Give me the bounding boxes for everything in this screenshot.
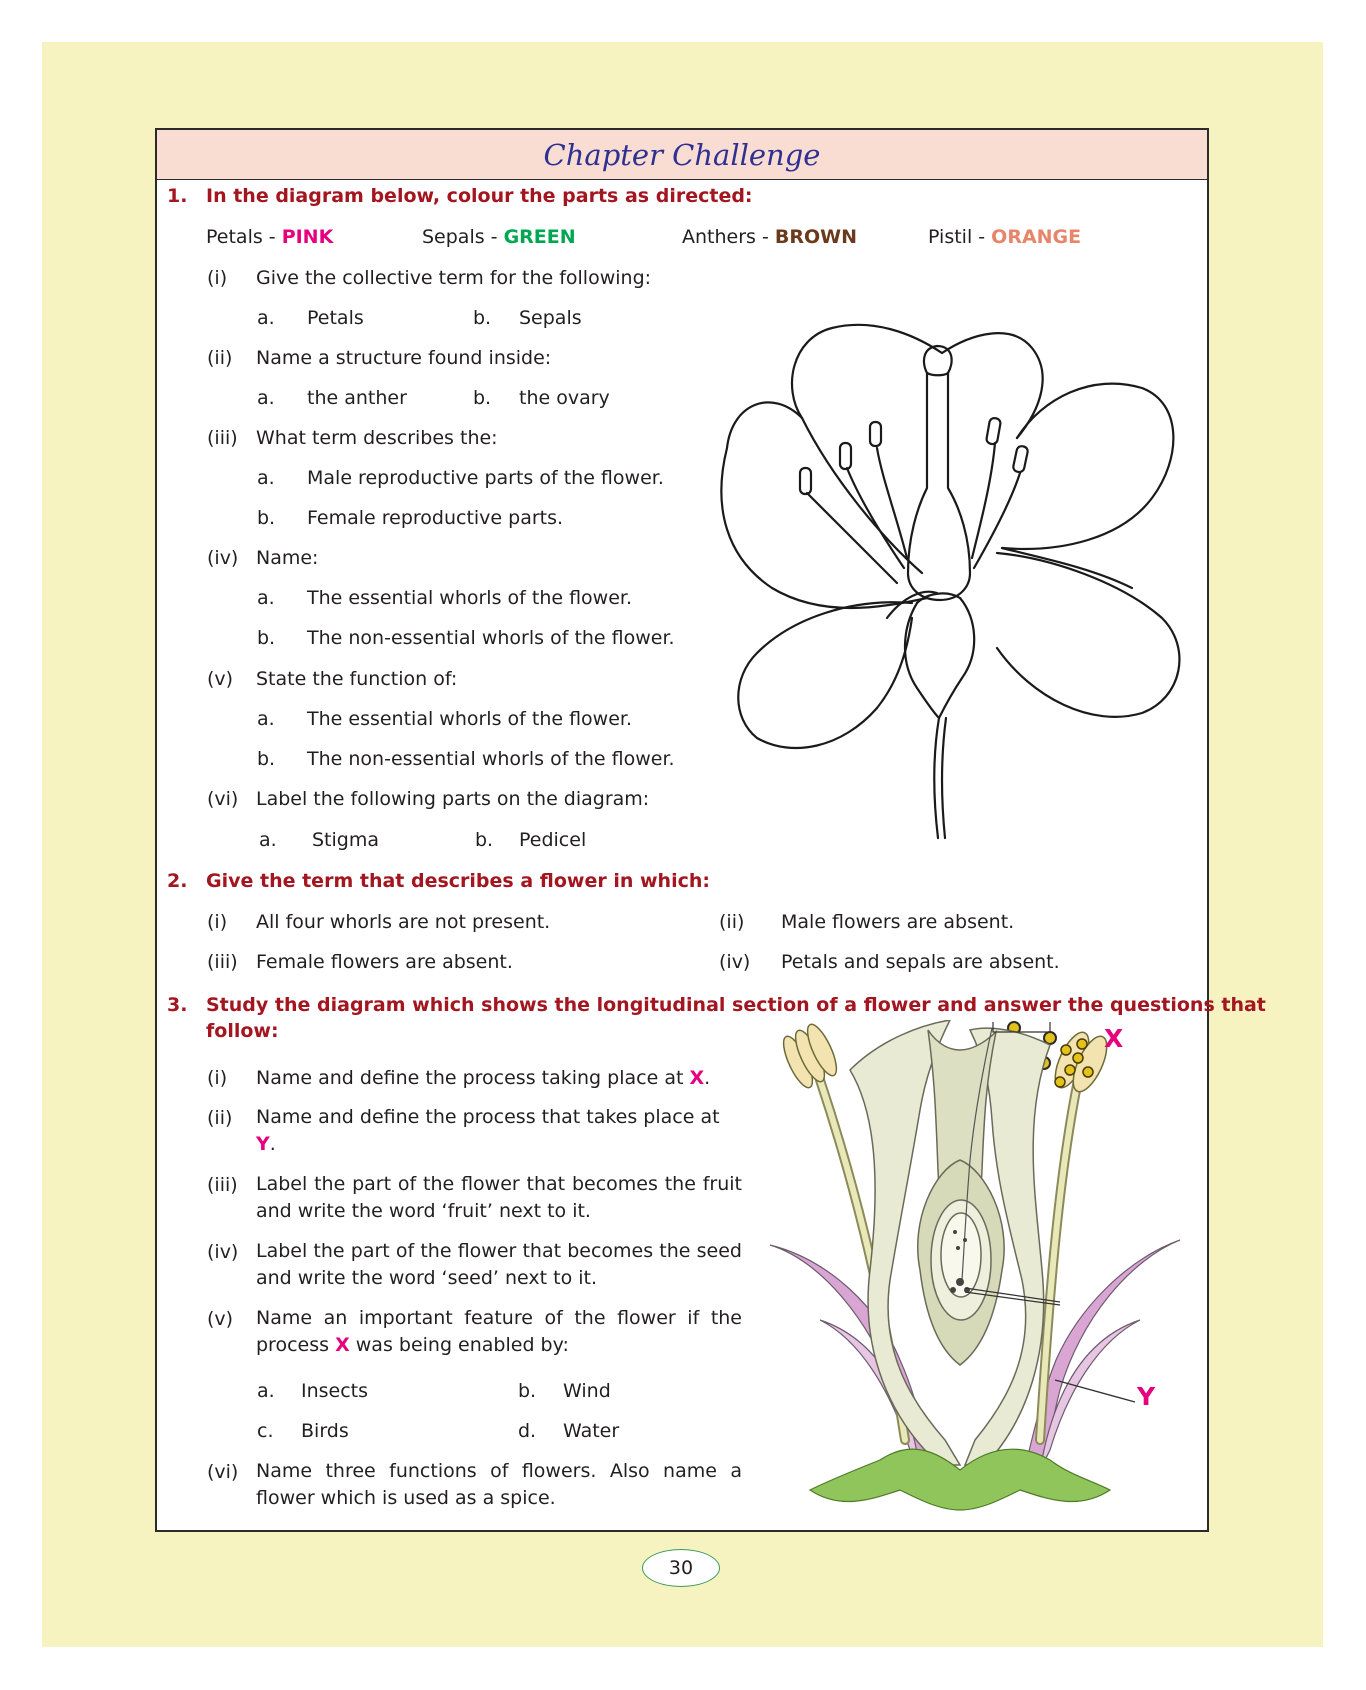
q3-ii-num: (ii)	[207, 1107, 233, 1129]
q3-v-opt-b: b.	[518, 1380, 537, 1402]
q2-iii-num: (iii)	[207, 951, 238, 973]
diagram-label-y: Y	[1137, 1382, 1156, 1411]
q3-iii-num: (iii)	[207, 1174, 238, 1196]
label-y-leader-line	[1050, 1370, 1140, 1410]
q2-text: Give the term that describes a flower in which:	[206, 870, 710, 892]
q3-number: 3.	[167, 994, 188, 1016]
q3-iii-text: Label the part of the flower that becomes the fruit and write the word ‘fruit’ next to it.	[256, 1173, 742, 1222]
q1-ii-b: b.	[473, 387, 492, 409]
q3-i-num: (i)	[207, 1067, 228, 1089]
q3-vi-num: (vi)	[207, 1461, 239, 1483]
flower-longitudinal-section-diagram	[760, 1020, 1200, 1520]
q1-vi-b-text: Pedicel	[519, 829, 587, 851]
flower-outline-diagram	[712, 318, 1192, 848]
page-number: 30	[642, 1549, 720, 1587]
q1-i-text: Give the collective term for the following:	[256, 267, 652, 289]
page-title: Chapter Challenge	[543, 138, 821, 172]
q1-iii-num: (iii)	[207, 427, 238, 449]
q1-iv-b: b.	[257, 627, 276, 649]
q2-ii-num: (ii)	[719, 911, 745, 933]
q2-iv-text: Petals and sepals are absent.	[781, 951, 1060, 973]
q3-vi-text: Name three functions of flowers. Also name a flower which is used as a spice.	[256, 1460, 742, 1509]
q1-iv-num: (iv)	[207, 547, 239, 569]
q3-v-opt-d: d.	[518, 1420, 537, 1442]
q1-i-b: b.	[473, 307, 492, 329]
q3-iv-num: (iv)	[207, 1241, 239, 1263]
colour-pistil: Pistil - ORANGE	[928, 226, 1082, 248]
q3-i-text: Name and define the process taking place at X.	[256, 1067, 711, 1089]
chapter-challenge-header	[157, 130, 1207, 180]
q1-text: In the diagram below, colour the parts as directed:	[206, 185, 753, 207]
q2-number: 2.	[167, 870, 188, 892]
q1-ii-text: Name a structure found inside:	[256, 347, 552, 369]
q1-vi-b: b.	[475, 829, 494, 851]
q3-v-opt-b-text: Wind	[563, 1380, 611, 1402]
q1-iii-a: a.	[257, 467, 275, 489]
q1-i-a: a.	[257, 307, 275, 329]
colour-sepals: Sepals - GREEN	[422, 226, 576, 248]
q1-i-a-text: Petals	[307, 307, 364, 329]
q1-ii-b-text: the ovary	[519, 387, 610, 409]
q3-text-line1: Study the diagram which shows the longitudinal section of a flower and answer the questions that	[206, 994, 1266, 1016]
q2-iii-text: Female flowers are absent.	[256, 951, 513, 973]
q1-vi-text: Label the following parts on the diagram:	[256, 788, 650, 810]
q1-i-b-text: Sepals	[519, 307, 582, 329]
q2-iv-num: (iv)	[719, 951, 751, 973]
q2-i-num: (i)	[207, 911, 228, 933]
q1-iv-b-text: The non-essential whorls of the flower.	[307, 627, 675, 649]
q2-i-text: All four whorls are not present.	[256, 911, 551, 933]
colour-petals: Petals - PINK	[206, 226, 334, 248]
q1-v-a-text: The essential whorls of the flower.	[307, 708, 633, 730]
q3-v-num: (v)	[207, 1308, 234, 1330]
q1-number: 1.	[167, 185, 188, 207]
q1-v-b: b.	[257, 748, 276, 770]
q1-ii-a: a.	[257, 387, 275, 409]
q1-iii-b-text: Female reproductive parts.	[307, 507, 564, 529]
q2-ii-text: Male flowers are absent.	[781, 911, 1015, 933]
q1-vi-num: (vi)	[207, 788, 239, 810]
q1-iv-a: a.	[257, 587, 275, 609]
q3-v-opt-d-text: Water	[563, 1420, 620, 1442]
q1-v-b-text: The non-essential whorls of the flower.	[307, 748, 675, 770]
q1-v-text: State the function of:	[256, 668, 458, 690]
q1-ii-num: (ii)	[207, 347, 233, 369]
q1-v-num: (v)	[207, 668, 234, 690]
q1-v-a: a.	[257, 708, 275, 730]
q1-vi-a-text: Stigma	[312, 829, 380, 851]
q1-iii-a-text: Male reproductive parts of the flower.	[307, 467, 664, 489]
diagram-label-x: X	[1104, 1024, 1124, 1053]
q3-v-opt-c-text: Birds	[301, 1420, 349, 1442]
q3-v-opt-c: c.	[257, 1420, 274, 1442]
q1-iv-text: Name:	[256, 547, 319, 569]
q1-iii-b: b.	[257, 507, 276, 529]
q1-vi-a: a.	[259, 829, 277, 851]
q3-iv-text: Label the part of the flower that becomes the seed and write the word ‘seed’ next to it.	[256, 1240, 742, 1289]
q1-iv-a-text: The essential whorls of the flower.	[307, 587, 633, 609]
q3-ii-text: Name and define the process that takes place at Y.	[256, 1106, 720, 1155]
q1-iii-text: What term describes the:	[256, 427, 498, 449]
q3-v-opt-a: a.	[257, 1380, 275, 1402]
colour-anthers: Anthers - BROWN	[682, 226, 857, 248]
q3-text-line2: follow:	[206, 1020, 279, 1042]
q1-ii-a-text: the anther	[307, 387, 407, 409]
q3-v-opt-a-text: Insects	[301, 1380, 369, 1402]
q3-v-text: Name an important feature of the flower if the process X was being enabled by:	[256, 1307, 742, 1356]
q1-i-num: (i)	[207, 267, 228, 289]
